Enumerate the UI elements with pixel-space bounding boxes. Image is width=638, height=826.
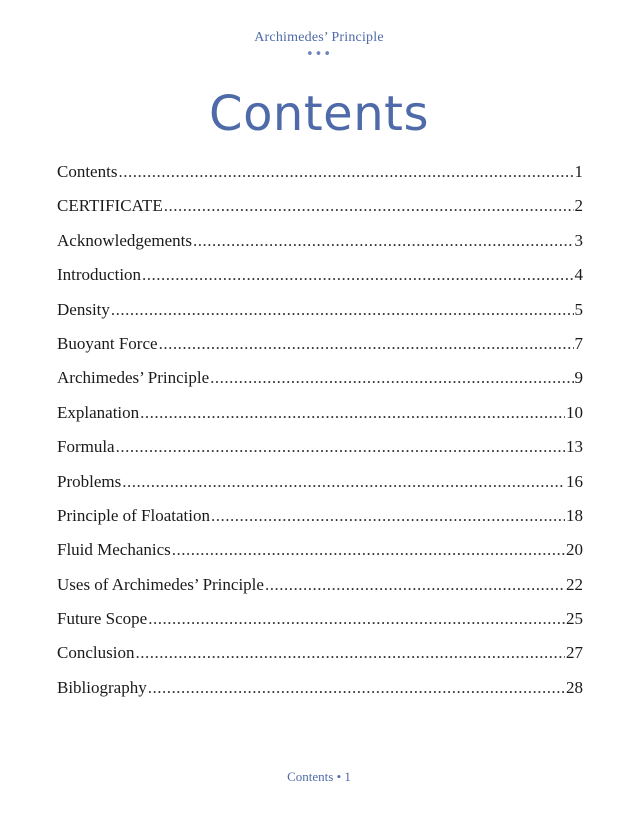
toc-page-number: 25: [566, 609, 583, 629]
running-header: Archimedes’ Principle: [254, 30, 384, 45]
toc-dot-leader: [140, 401, 565, 425]
toc-entry-uses-of-archimedes-principle[interactable]: [57, 573, 583, 607]
toc-dot-leader: [210, 366, 573, 390]
toc-dot-leader: [116, 435, 565, 459]
toc-page-number: 16: [566, 471, 583, 491]
toc-entry-problems[interactable]: [57, 470, 583, 504]
toc-entry-label: Introduction: [57, 265, 142, 285]
toc-entry-fluid-mechanics[interactable]: [57, 538, 583, 572]
toc-entry-label: Explanation: [57, 402, 140, 422]
toc-dot-leader: [111, 298, 574, 322]
toc-entry-formula[interactable]: [57, 435, 583, 469]
toc-page-number: 27: [566, 643, 583, 663]
toc-entry-label: Contents: [57, 162, 118, 181]
toc-entry-future-scope[interactable]: [57, 607, 583, 641]
toc-entry-label: Fluid Mechanics: [57, 540, 171, 560]
running-footer: Contents • 1: [287, 769, 351, 784]
toc-entry-label: Acknowledgements: [57, 230, 193, 250]
toc-entry-label: Bibliography: [57, 677, 147, 697]
toc-page-number: 28: [566, 677, 583, 697]
page-title: Contents: [209, 86, 429, 142]
toc-dot-leader: [122, 470, 565, 494]
toc-entry-principle-of-floatation[interactable]: [57, 504, 583, 538]
toc-dot-leader: [211, 504, 565, 528]
toc-entry-introduction[interactable]: [57, 263, 583, 297]
toc-dot-leader: [193, 229, 573, 253]
toc-dot-leader: [148, 607, 565, 631]
toc-entry-archimedes-principle[interactable]: [57, 366, 583, 400]
toc-dot-leader: [135, 641, 565, 665]
toc-entry-buoyant-force[interactable]: [57, 332, 583, 366]
toc-page-number: 5: [574, 299, 583, 319]
toc-entry-label: Buoyant Force: [57, 333, 158, 353]
toc-entry-label: Problems: [57, 471, 122, 491]
toc-entry-label: Archimedes’ Principle: [57, 368, 210, 388]
toc-dot-leader: [172, 538, 565, 562]
toc-dot-leader: [159, 332, 574, 356]
toc-dot-leader: [118, 160, 573, 184]
toc-page-number: 2: [574, 196, 583, 216]
toc-entry-certificate[interactable]: [57, 194, 583, 228]
toc-page-number: 13: [566, 437, 583, 457]
toc-entry-bibliography[interactable]: [57, 676, 583, 710]
toc-entry-label: Formula: [57, 437, 115, 457]
toc-entry-label: Conclusion: [57, 643, 135, 663]
header-ornament-icon: •••: [305, 47, 332, 62]
toc-entry-contents[interactable]: [57, 160, 583, 194]
toc-dot-leader: [265, 573, 565, 597]
toc-dot-leader: [142, 263, 573, 287]
toc-page-number: 9: [574, 368, 583, 388]
toc-page-number: 3: [574, 230, 583, 250]
toc-dot-leader: [164, 194, 574, 218]
toc-page-number: 22: [566, 574, 583, 594]
toc-entry-label: Uses of Archimedes’ Principle: [57, 574, 264, 594]
toc-entry-explanation[interactable]: [57, 401, 583, 435]
table-of-contents: [57, 160, 583, 710]
toc-page-number: 10: [566, 402, 583, 422]
toc-page-number: 7: [574, 333, 583, 353]
toc-dot-leader: [148, 676, 565, 700]
toc-entry-conclusion[interactable]: [57, 641, 583, 675]
toc-page-number: 18: [566, 505, 583, 525]
toc-entry-density[interactable]: [57, 298, 583, 332]
toc-entry-label: Density: [57, 299, 110, 319]
toc-entry-label: CERTIFICATE: [57, 196, 163, 216]
toc-entry-label: Future Scope: [57, 609, 148, 629]
toc-entry-acknowledgements[interactable]: [57, 229, 583, 263]
toc-page-number: 4: [574, 265, 583, 285]
toc-entry-label: Principle of Floatation: [57, 505, 210, 525]
toc-page-number: 1: [574, 162, 583, 181]
toc-page-number: 20: [566, 540, 583, 560]
